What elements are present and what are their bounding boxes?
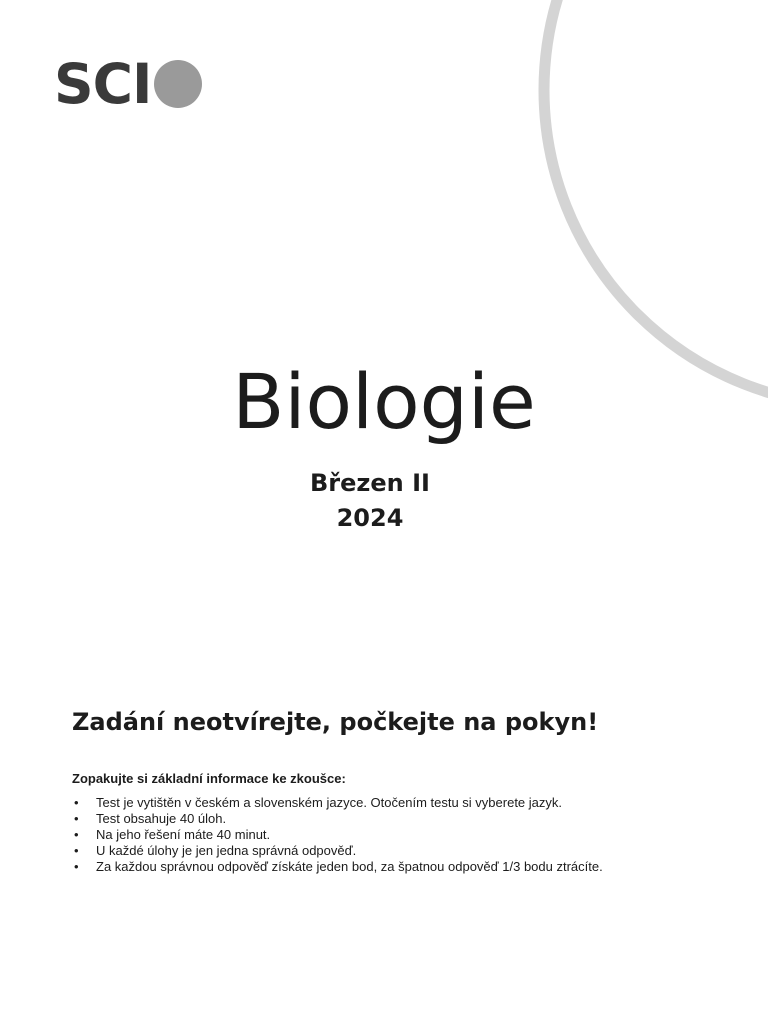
scio-logo (54, 52, 202, 116)
cover-edition: Březen II (310, 469, 430, 497)
list-item (72, 795, 632, 811)
list-item-text: U každé úlohy je jen jedna správná odpověď. (96, 843, 357, 858)
list-item-text: Test obsahuje 40 úloh. (96, 811, 227, 826)
list-item-text: Test je vytištěn v českém a slovenském jazyce. Otočením testu si vyberete jazyk. (96, 795, 563, 810)
list-item (72, 843, 632, 859)
list-item-text: Za každou správnou odpověď získáte jeden bod, za špatnou odpověď 1/3 bodu ztrácíte. (96, 859, 603, 874)
logo-circle-icon (154, 60, 202, 108)
cover-title: Biologie (232, 357, 536, 446)
info-heading: Zopakujte si základní informace ke zkoušce: (72, 771, 346, 786)
bullet-icon: • (74, 827, 79, 842)
bullet-icon: • (74, 859, 79, 874)
list-item (72, 811, 632, 827)
info-list (72, 795, 632, 875)
list-item (72, 827, 632, 843)
bullet-icon: • (74, 811, 79, 826)
bullet-icon: • (74, 843, 79, 858)
logo-text: SCI (54, 52, 152, 116)
list-item (72, 859, 632, 875)
cover-year: 2024 (336, 504, 404, 532)
notice-heading: Zadání neotvírejte, počkejte na pokyn! (72, 708, 599, 736)
list-item-text: Na jeho řešení máte 40 minut. (96, 827, 271, 842)
bullet-icon: • (74, 795, 79, 810)
